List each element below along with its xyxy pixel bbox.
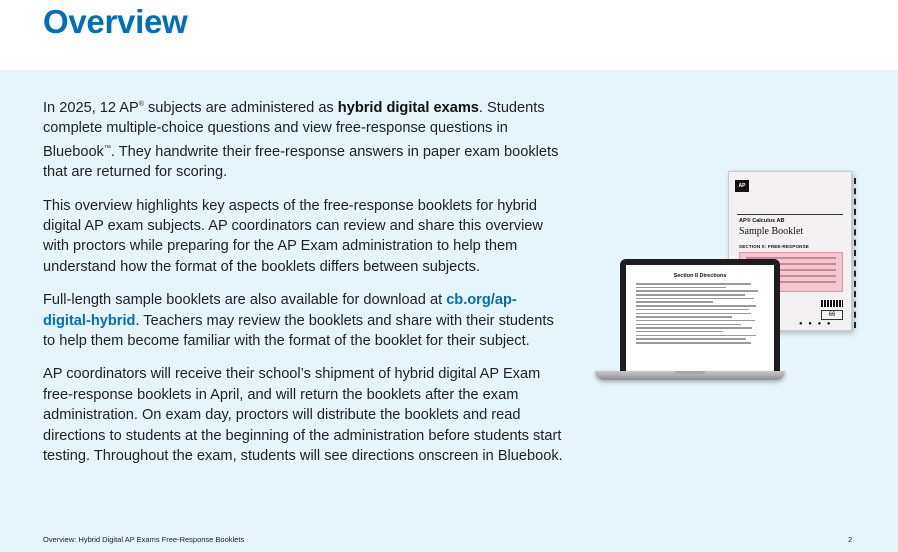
booklet-title: Sample Booklet xyxy=(739,226,804,237)
laptop-base xyxy=(595,371,785,380)
paragraph-overview: This overview highlights key aspects of the free-response booklets for hybrid digital AP exam subjects. AP coordinators can review and share this overview with proctors while preparing for the AP Exam administration to help them understand how the format of the booklets differs between subjects. xyxy=(43,197,543,275)
screen-heading: Section II Directions xyxy=(673,273,727,279)
page-title: Overview xyxy=(43,3,188,40)
overview-body xyxy=(43,95,563,480)
booklet-number: 66 xyxy=(821,310,843,320)
barcode xyxy=(821,300,843,307)
paragraph-intro: In 2025, 12 AP® subjects are administered as hybrid digital exams. Students complete multiple-choice questions and view free-response questions in Bluebook™. They handwrite their free-response answers in paper exam booklets that are returned for scoring. xyxy=(43,100,559,181)
booklet-laptop-illustration xyxy=(590,166,860,391)
booklet-dots: ● ● ● ● xyxy=(799,321,833,327)
footer-title: Overview: Hybrid Digital AP Exams Free-Response Booklets xyxy=(43,535,245,544)
page-number: 2 xyxy=(848,535,853,544)
laptop-screen xyxy=(620,259,780,371)
paragraph-shipment: AP coordinators will receive their school’s shipment of hybrid digital AP Exam free-response booklets in April, and will return the booklets after the exam administration. On exam day, proctors will distribute the booklets and read directions to students at the beginning of the administration before students start testing. Throughout the exam, students will see directions onscreen in Bluebook. xyxy=(43,366,563,465)
booklet-section: SECTION II: FREE-RESPONSE xyxy=(739,244,810,249)
download-link[interactable]: cb.org/ap-digital-hybrid xyxy=(43,292,517,329)
booklet-subject: AP® Calculus AB xyxy=(739,218,785,224)
ap-logo: AP xyxy=(735,180,749,192)
paragraph-samples: Full-length sample booklets are also available for download at cb.org/ap-digital-hybrid. Teachers may review the booklets and share with their students to help them become familiar with the format of the booklet for their subject. xyxy=(43,292,554,350)
hybrid-exams-emphasis: hybrid digital exams xyxy=(337,100,479,116)
